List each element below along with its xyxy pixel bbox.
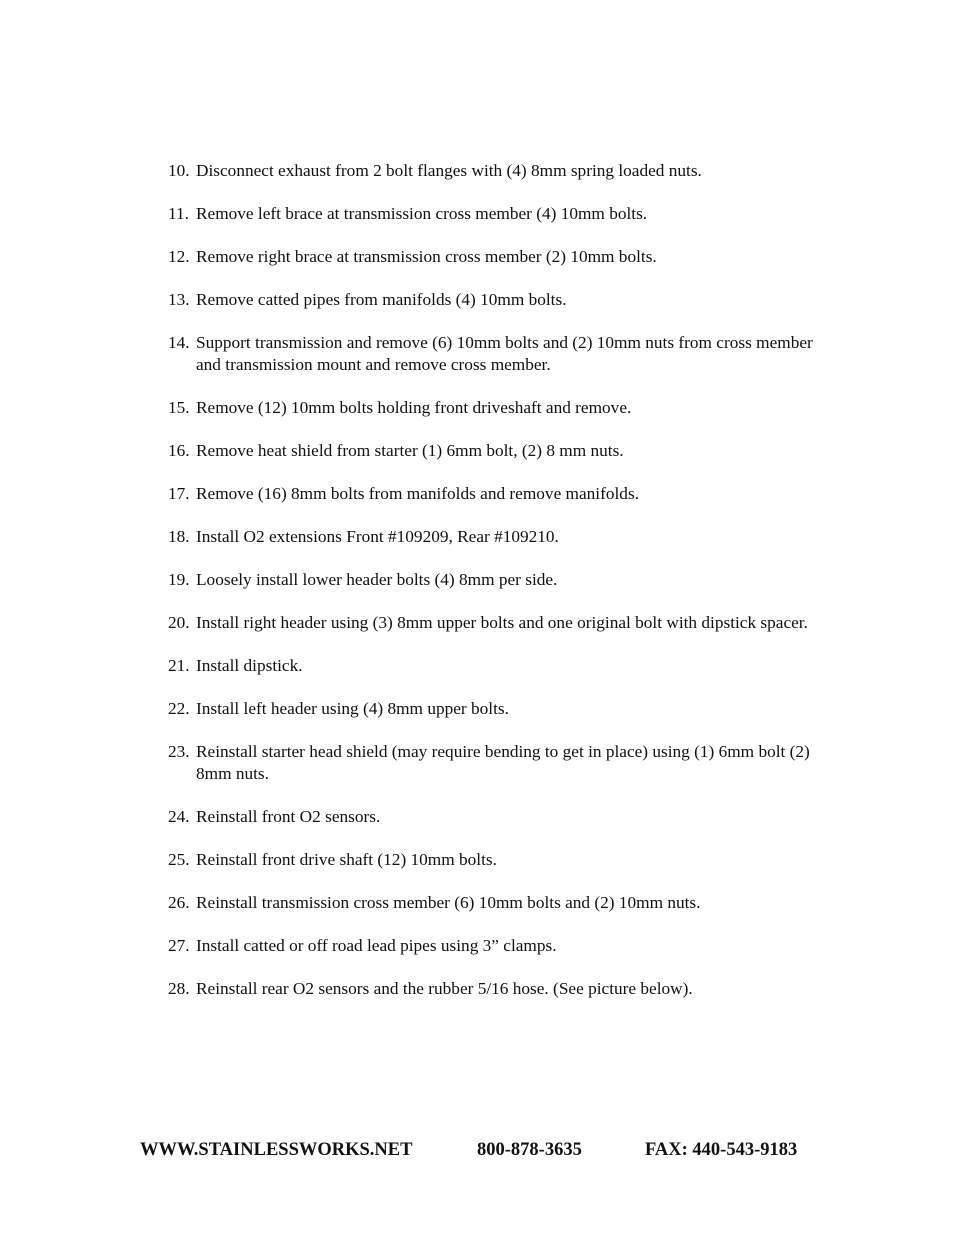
- list-item: [168, 203, 818, 225]
- step-text: Remove catted pipes from manifolds (4) 10mm bolts.: [196, 290, 567, 309]
- step-text: Remove heat shield from starter (1) 6mm bolt, (2) 8 mm nuts.: [196, 441, 624, 460]
- step-number: 10.: [168, 161, 190, 180]
- list-item: [168, 246, 818, 268]
- step-text: Install left header using (4) 8mm upper bolts.: [196, 699, 509, 718]
- list-item: [168, 806, 818, 828]
- list-item: [168, 935, 818, 957]
- list-item: [168, 160, 818, 182]
- footer-phone: 800-878-3635: [477, 1140, 582, 1160]
- step-text: Install dipstick.: [196, 656, 303, 675]
- step-number: 14.: [168, 333, 190, 352]
- step-text: Disconnect exhaust from 2 bolt flanges with (4) 8mm spring loaded nuts.: [196, 161, 702, 180]
- page-footer: [140, 1138, 820, 1162]
- step-number: 27.: [168, 936, 190, 955]
- footer-fax: FAX: 440-543-9183: [645, 1140, 798, 1160]
- step-number: 16.: [168, 441, 190, 460]
- step-number: 28.: [168, 979, 190, 998]
- step-number: 15.: [168, 398, 190, 417]
- list-item: [168, 483, 818, 505]
- step-number: 11.: [168, 204, 189, 223]
- list-item: [168, 892, 818, 914]
- instruction-list: [168, 160, 818, 1021]
- list-item: [168, 612, 818, 634]
- step-text: Reinstall front O2 sensors.: [196, 807, 381, 826]
- step-text: Loosely install lower header bolts (4) 8mm per side.: [196, 570, 558, 589]
- step-text: Reinstall rear O2 sensors and the rubber 5/16 hose. (See picture below).: [196, 979, 693, 998]
- step-text: Reinstall transmission cross member (6) 10mm bolts and (2) 10mm nuts.: [196, 893, 701, 912]
- step-number: 26.: [168, 893, 190, 912]
- step-text: Remove right brace at transmission cross member (2) 10mm bolts.: [196, 247, 657, 266]
- step-number: 23.: [168, 742, 190, 761]
- list-item: [168, 978, 818, 1000]
- step-number: 22.: [168, 699, 190, 718]
- step-text: Reinstall front drive shaft (12) 10mm bolts.: [196, 850, 497, 869]
- step-number: 18.: [168, 527, 190, 546]
- step-text: Install catted or off road lead pipes using 3” clamps.: [196, 936, 557, 955]
- step-text: Install right header using (3) 8mm upper bolts and one original bolt with dipstick spacer.: [196, 613, 808, 632]
- list-item: [168, 849, 818, 871]
- step-number: 13.: [168, 290, 190, 309]
- footer-website: WWW.STAINLESSWORKS.NET: [140, 1140, 413, 1160]
- step-number: 17.: [168, 484, 190, 503]
- step-number: 12.: [168, 247, 190, 266]
- step-text: Remove (16) 8mm bolts from manifolds and remove manifolds.: [196, 484, 639, 503]
- list-item: [168, 741, 818, 785]
- list-item: [168, 440, 818, 462]
- list-item: [168, 397, 818, 419]
- step-text: Remove left brace at transmission cross member (4) 10mm bolts.: [196, 204, 648, 223]
- list-item: [168, 655, 818, 677]
- step-text: Install O2 extensions Front #109209, Rear #109210.: [196, 527, 559, 546]
- list-item: [168, 332, 818, 376]
- list-item: [168, 569, 818, 591]
- step-number: 21.: [168, 656, 190, 675]
- step-number: 24.: [168, 807, 190, 826]
- step-text: Remove (12) 10mm bolts holding front driveshaft and remove.: [196, 398, 632, 417]
- step-number: 20.: [168, 613, 190, 632]
- list-item: [168, 289, 818, 311]
- step-text: Support transmission and remove (6) 10mm bolts and (2) 10mm nuts from cross member and transmission mount and remove cross member.: [196, 333, 813, 374]
- list-item: [168, 526, 818, 548]
- step-text: Reinstall starter head shield (may require bending to get in place) using (1) 6mm bolt (2) 8mm nuts.: [196, 742, 810, 783]
- step-number: 25.: [168, 850, 190, 869]
- list-item: [168, 698, 818, 720]
- step-number: 19.: [168, 570, 190, 589]
